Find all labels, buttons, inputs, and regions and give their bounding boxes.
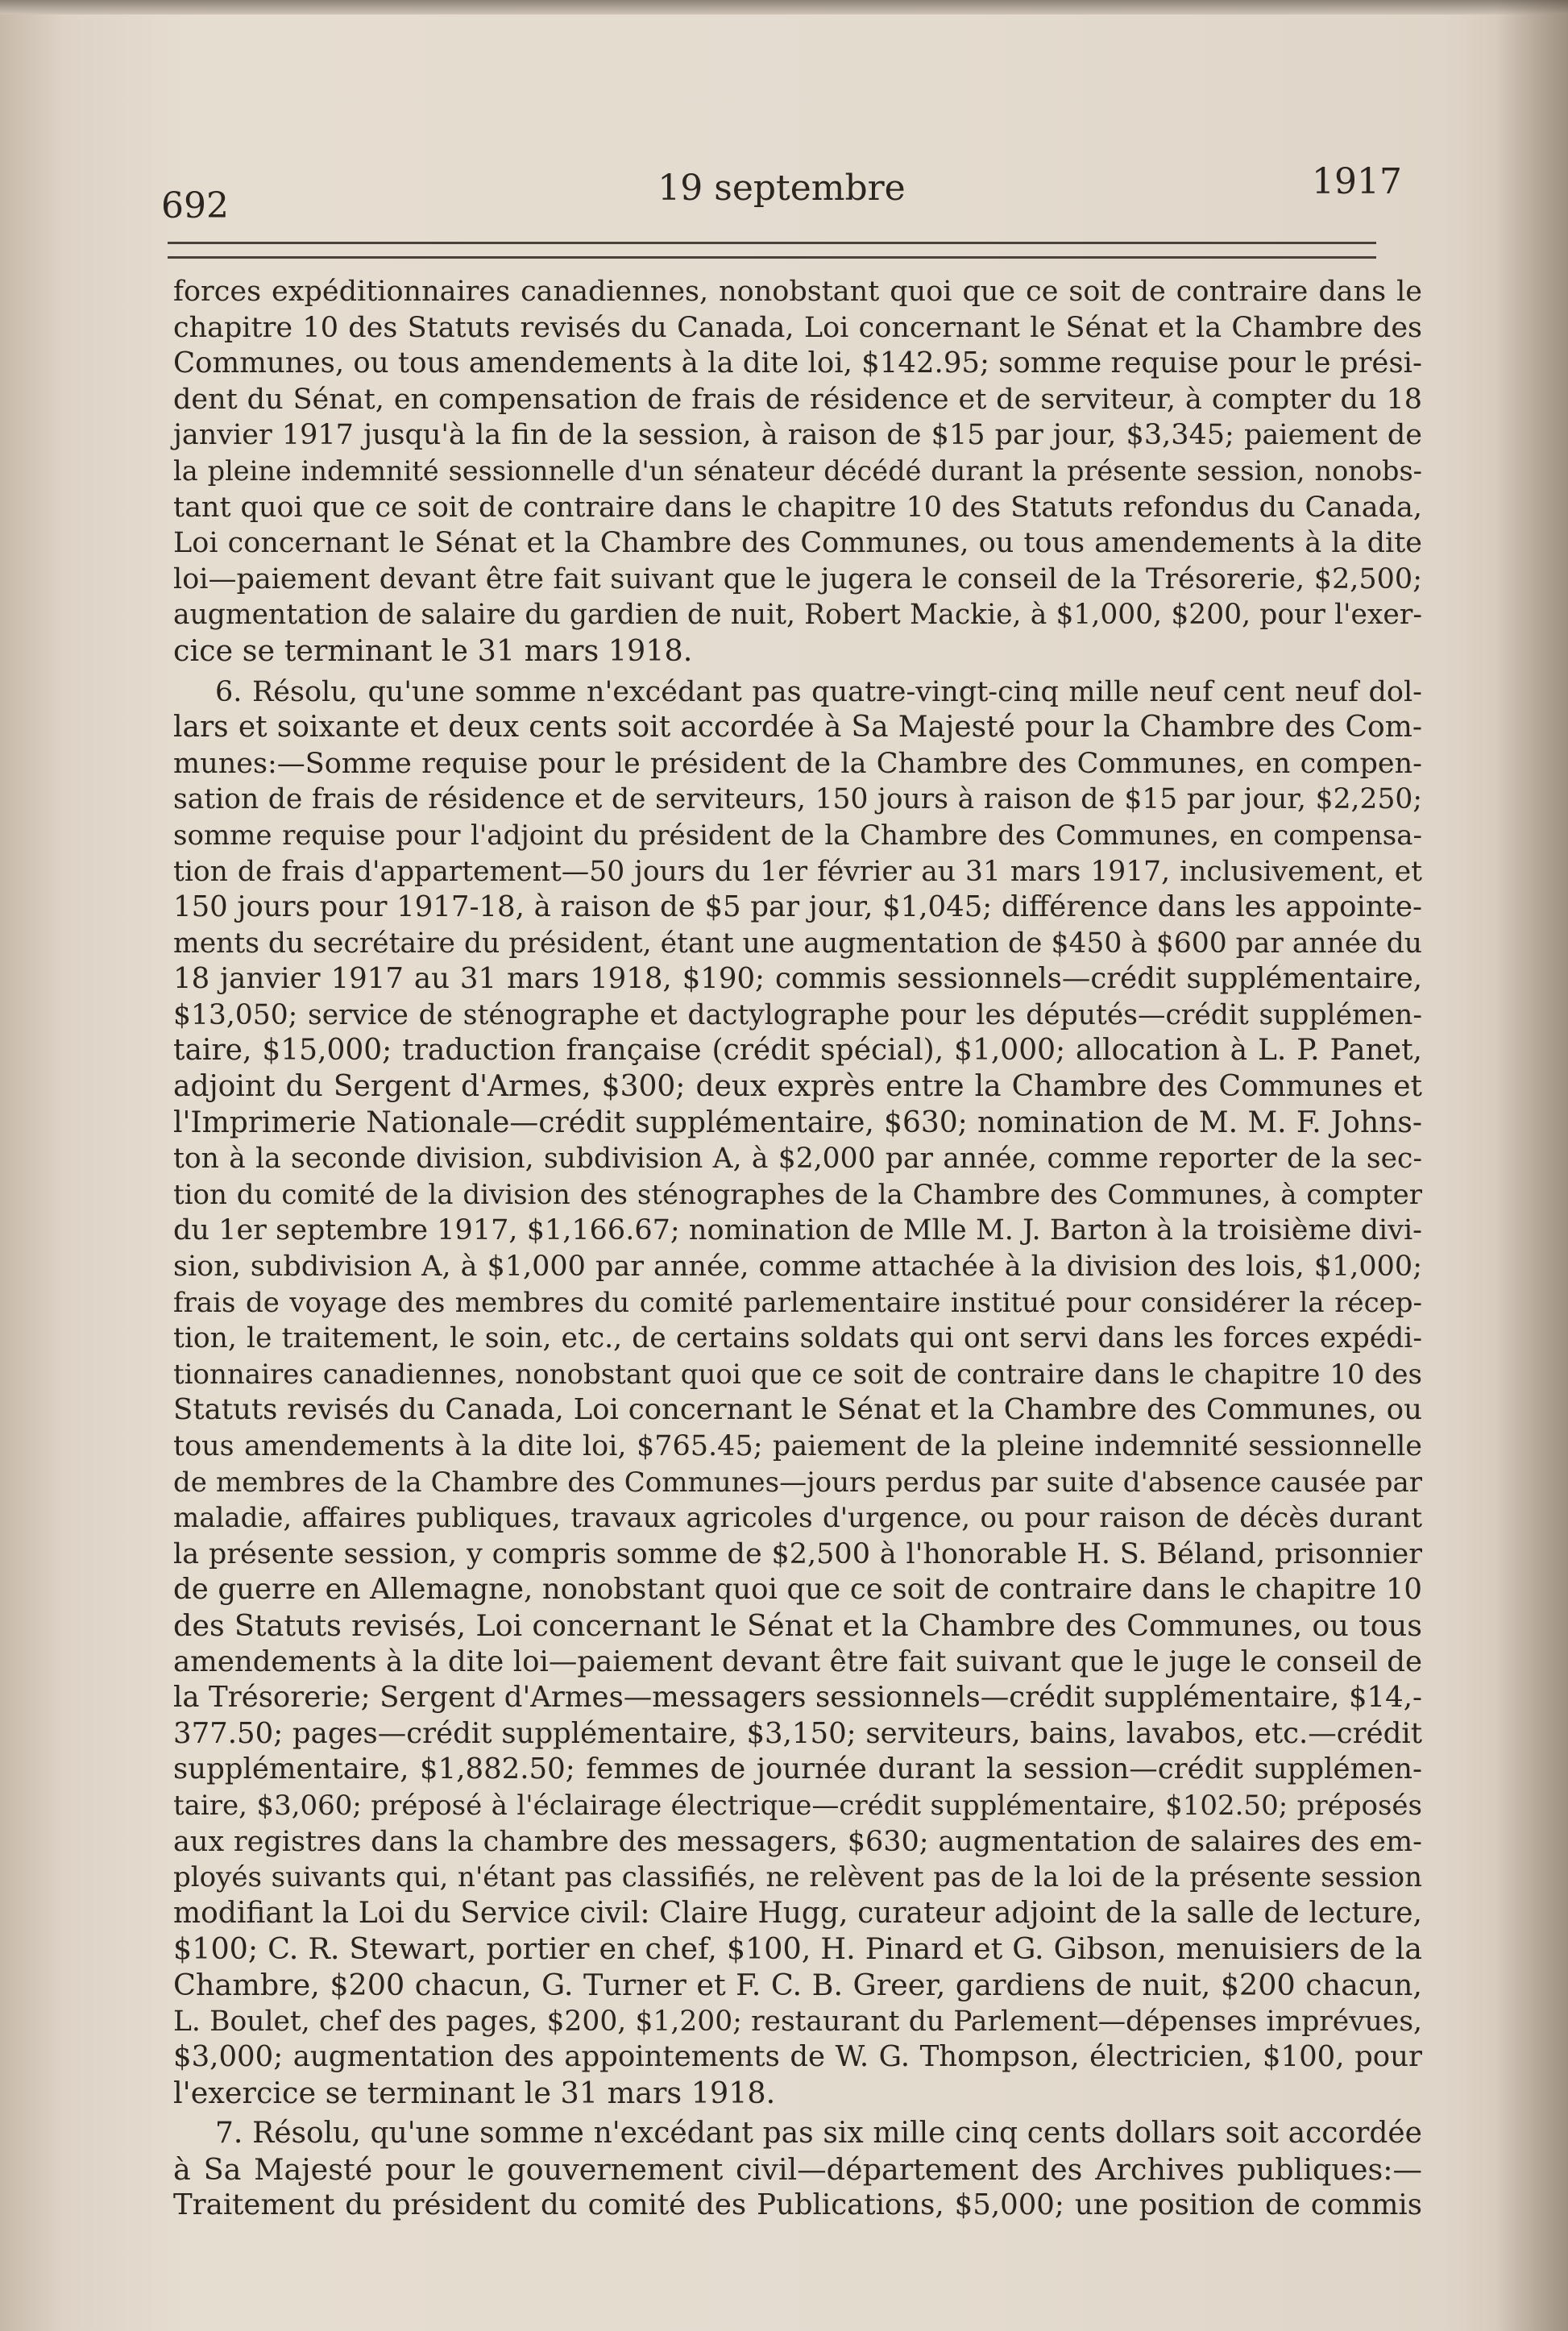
text-line: janvier 1917 jusqu'à la fin de la session, à raison de $15 par jour, $3,345; paiement de	[173, 419, 1422, 452]
text-line: forces expéditionnaires canadiennes, nonobstant quoi que ce soit de contraire dans le	[173, 276, 1422, 308]
text-line: frais de voyage des membres du comité parlementaire institué pour considérer la récep-	[173, 1286, 1422, 1319]
page-top-shadow	[0, 0, 1568, 15]
text-line: Chambre, $200 chacun, G. Turner et F. C. B. Greer, gardiens de nuit, $200 chacun,	[173, 1967, 1422, 2002]
body-text	[173, 274, 1422, 2224]
text-line: la pleine indemnité sessionnelle d'un sénateur décédé durant la présente session, nonobs-	[173, 454, 1422, 487]
text-line: ments du secrétaire du président, étant une augmentation de $450 à $600 par année du	[173, 927, 1422, 960]
text-line: Statuts revisés du Canada, Loi concernant le Sénat et la Chambre des Communes, ou	[173, 1393, 1422, 1427]
text-line: de guerre en Allemagne, nonobstant quoi que ce soit de contraire dans le chapitre 10	[173, 1573, 1422, 1607]
text-line: à Sa Majesté pour le gouvernement civil—département des Archives publiques:—	[173, 2151, 1422, 2187]
text-line: $13,050; service de sténographe et dactylographe pour les députés—crédit supplémen-	[173, 998, 1422, 1031]
text-line: tion du comité de la division des sténographes de la Chambre des Communes, à compter	[173, 1178, 1422, 1211]
text-line: cice se terminant le 31 mars 1918.	[173, 633, 693, 668]
text-line: amendements à la dite loi—paiement devant être fait suivant que le juge le conseil de	[173, 1645, 1422, 1678]
text-line: taire, $3,060; préposé à l'éclairage électrique—crédit supplémentaire, $102.50; préposés	[173, 1789, 1422, 1822]
text-line: taire, $15,000; traduction française (crédit spécial), $1,000; allocation à L. P. Panet,	[173, 1034, 1422, 1068]
text-line: $100; C. R. Stewart, portier en chef, $100, H. Pinard et G. Gibson, menuisiers de la	[173, 1931, 1422, 1967]
text-line: la Trésorerie; Sergent d'Armes—messagers sessionnels—crédit supplémentaire, $14,-	[173, 1681, 1422, 1715]
text-line: Communes, ou tous amendements à la dite loi, $142.95; somme requise pour le prési-	[173, 346, 1423, 380]
text-line: munes:—Somme requise pour le président de la Chambre des Communes, en compen-	[173, 747, 1422, 780]
text-line: des Statuts revisés, Loi concernant le Sénat et la Chambre des Communes, ou tous	[173, 1607, 1422, 1643]
binding-shadow	[1495, 0, 1568, 2331]
text-line: tion de frais d'appartement—50 jours du 1er février au 31 mars 1917, inclusivement, et	[173, 855, 1422, 888]
text-line: tion, le traitement, le soin, etc., de certains soldats qui ont servi dans les forces expédi-	[173, 1322, 1422, 1355]
text-line: dent du Sénat, en compensation de frais de résidence et de serviteur, à compter du 18	[173, 383, 1422, 416]
text-line: tant quoi que ce soit de contraire dans le chapitre 10 des Statuts refondus du Canada,	[173, 491, 1422, 524]
text-line: supplémentaire, $1,882.50; femmes de journée durant la session—crédit supplémen-	[173, 1752, 1422, 1786]
text-line: 18 janvier 1917 au 31 mars 1918, $190; commis sessionnels—crédit supplémentaire,	[173, 962, 1422, 996]
text-line: ployés suivants qui, n'étant pas classifiés, ne relèvent pas de la loi de la présente session	[173, 1861, 1422, 1894]
text-line: somme requise pour l'adjoint du président de la Chambre des Communes, en compensa-	[173, 819, 1422, 852]
text-line: maladie, affaires publiques, travaux agricoles d'urgence, ou pour raison de décès durant	[173, 1502, 1422, 1535]
text-line: l'Imprimerie Nationale—crédit supplémentaire, $630; nomination de M. M. F. Johns-	[173, 1105, 1422, 1139]
text-line: tionnaires canadiennes, nonobstant quoi que ce soit de contraire dans le chapitre 10 des	[173, 1358, 1422, 1391]
header-date: 19 septembre	[657, 168, 906, 209]
text-line: l'exercice se terminant le 31 mars 1918.	[173, 2075, 776, 2110]
text-line: Traitement du président du comité des Publications, $5,000; une position de commis	[173, 2188, 1422, 2222]
text-line: ton à la seconde division, subdivision A, à $2,000 par année, comme reporter de la sec-	[173, 1143, 1422, 1176]
text-line: sation de frais de résidence et de serviteurs, 150 jours à raison de $15 par jour, $2,250;	[173, 783, 1422, 816]
text-line: tous amendements à la dite loi, $765.45; paiement de la pleine indemnité sessionnelle	[173, 1430, 1422, 1462]
text-line: sion, subdivision A, à $1,000 par année, comme attachée à la division des lois, $1,000;	[173, 1251, 1422, 1284]
header-rule-top	[168, 242, 1376, 244]
text-line: L. Boulet, chef des pages, $200, $1,200; restaurant du Parlement—dépenses imprévues,	[173, 2005, 1422, 2038]
text-line: 6. Résolu, qu'une somme n'excédant pas quatre-vingt-cinq mille neuf cent neuf dol-	[215, 675, 1422, 708]
text-line: 150 jours pour 1917-18, à raison de $5 par jour, $1,045; différence dans les appointe-	[173, 890, 1422, 924]
header-rule-bottom	[168, 256, 1376, 259]
page-header	[161, 161, 1402, 226]
text-line: adjoint du Sergent d'Armes, $300; deux exprès entre la Chambre des Communes et	[173, 1070, 1422, 1104]
text-line: la présente session, y compris somme de $2,500 à l'honorable H. S. Béland, prisonnier	[173, 1537, 1422, 1570]
text-line: du 1er septembre 1917, $1,166.67; nomination de Mlle M. J. Barton à la troisième divi-	[173, 1214, 1422, 1247]
text-line: loi—paiement devant être fait suivant que le jugera le conseil de la Trésorerie, $2,500;	[173, 562, 1422, 595]
page-number: 692	[161, 185, 229, 226]
text-line: augmentation de salaire du gardien de nuit, Robert Mackie, à $1,000, $200, pour l'exer-	[173, 599, 1422, 632]
text-line: 7. Résolu, qu'une somme n'excédant pas six mille cinq cents dollars soit accordée	[215, 2117, 1422, 2151]
text-line: Loi concernant le Sénat et la Chambre des Communes, ou tous amendements à la dite	[173, 527, 1422, 560]
text-line: aux registres dans la chambre des messagers, $630; augmentation de salaires des em-	[173, 1825, 1422, 1858]
text-line: de membres de la Chambre des Communes—jours perdus par suite d'absence causée par	[173, 1466, 1422, 1499]
text-line: 377.50; pages—crédit supplémentaire, $3,150; serviteurs, bains, lavabos, etc.—crédit	[173, 1716, 1422, 1750]
text-line: $3,000; augmentation des appointements de W. G. Thompson, électricien, $100, pour	[173, 2040, 1422, 2074]
header-year: 1917	[1312, 161, 1402, 202]
text-line: chapitre 10 des Statuts revisés du Canada, Loi concernant le Sénat et la Chambre des	[173, 311, 1422, 344]
text-line: lars et soixante et deux cents soit accordée à Sa Majesté pour la Chambre des Com-	[173, 711, 1422, 745]
text-line: modifiant la Loi du Service civil: Claire Hugg, curateur adjoint de la salle de lecture,	[173, 1896, 1422, 1930]
